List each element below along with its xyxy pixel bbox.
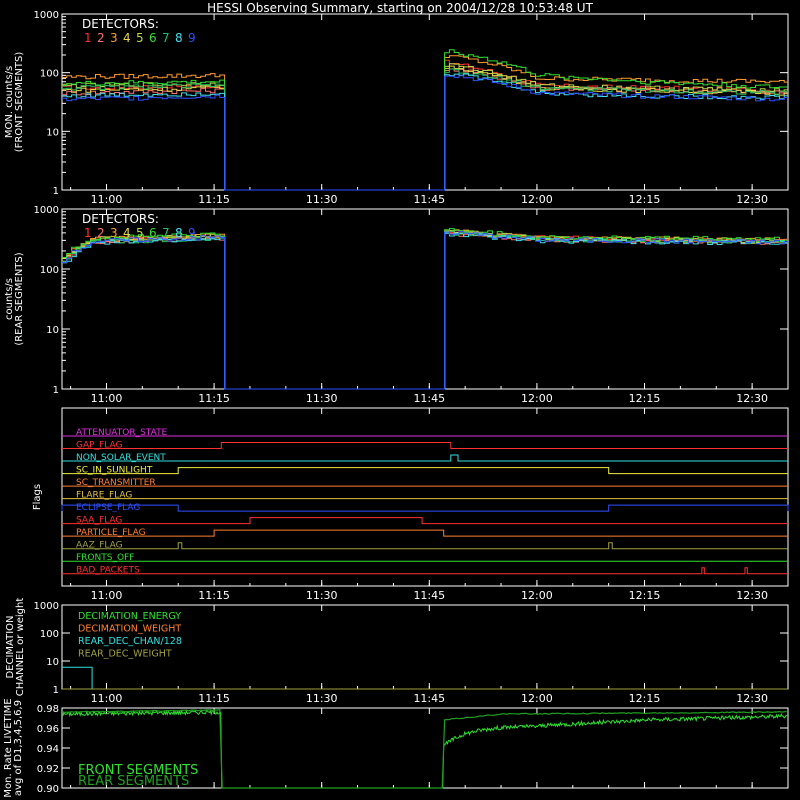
ylabel-3-0: DECIMATION (5, 615, 16, 679)
x-tick-label-3-4: 12:00 (521, 692, 553, 705)
ylabel-1-1: (REAR SEGMENTS) (14, 252, 25, 346)
y-tick-label-4-1: 0.92 (36, 764, 59, 775)
y-tick-label-0-0: 1 (52, 186, 59, 197)
flag-label-gap_flag: GAP_FLAG (76, 440, 123, 451)
y-tick-label-4-2: 0.94 (36, 744, 59, 755)
x-tick-label-0-3: 11:45 (413, 193, 446, 206)
y-tick-label-1-1: 10 (46, 325, 59, 336)
legend-4-0: FRONT SEGMENTS (78, 763, 199, 778)
legend-item-1-2: 2 (97, 226, 105, 240)
x-tick-label-3-6: 12:30 (736, 692, 768, 705)
legend-item-0-3: 3 (110, 31, 118, 45)
x-tick-label-2-1: 11:15 (198, 589, 230, 602)
y-tick-label-1-2: 100 (39, 265, 59, 276)
flag-label-flare_flag: FLARE_FLAG (76, 490, 133, 501)
ylabel-1-0: counts/s (4, 277, 15, 321)
legend-item-1-7: 7 (162, 226, 170, 240)
y-tick-label-4-3: 0.96 (36, 724, 59, 735)
x-tick-label-2-6: 12:30 (736, 589, 768, 602)
x-tick-label-3-1: 11:15 (198, 692, 230, 705)
flag-label-attenuator_state: ATTENUATOR_STATE (76, 428, 168, 438)
legend-item-0-8: 8 (175, 31, 183, 45)
x-tick-label-3-2: 11:30 (305, 692, 338, 705)
x-tick-label-1-5: 12:15 (628, 392, 661, 405)
x-tick-label-3-0: 11:00 (90, 692, 123, 705)
legend-item-0-1: 1 (84, 31, 92, 45)
legend-item-0-2: 2 (97, 31, 105, 45)
x-tick-label-1-3: 11:45 (413, 392, 446, 405)
legend-item-1-5: 5 (136, 226, 144, 240)
x-tick-label-1-6: 12:30 (736, 392, 768, 405)
x-tick-label-1-0: 11:00 (90, 392, 123, 405)
y-tick-label-4-4: 0.98 (36, 704, 59, 715)
x-tick-label-1-1: 11:15 (198, 392, 230, 405)
legend-3-3: REAR_DEC_WEIGHT (78, 648, 172, 660)
legend-item-1-8: 8 (175, 226, 183, 240)
ylabel-3-1: CHANNEL or weight (15, 597, 26, 697)
x-tick-label-3-5: 12:15 (628, 692, 661, 705)
legend-item-0-7: 7 (162, 31, 170, 45)
y-tick-label-3-2: 100 (39, 629, 59, 640)
legend-title-0: DETECTORS: (82, 17, 159, 31)
x-tick-label-0-6: 12:30 (736, 193, 768, 206)
x-tick-label-2-4: 12:00 (521, 589, 553, 602)
y-tick-label-1-3: 1000 (33, 205, 59, 216)
legend-item-0-4: 4 (123, 31, 131, 45)
y-tick-label-0-3: 1000 (33, 10, 59, 21)
x-tick-label-1-2: 11:30 (305, 392, 338, 405)
x-tick-label-2-5: 12:15 (628, 589, 661, 602)
x-tick-label-3-3: 11:45 (413, 692, 446, 705)
legend-item-0-6: 6 (149, 31, 157, 45)
ylabel-4-1: avg of D1,3,4,5,6,9 (13, 699, 24, 797)
flag-label-fronts_off: FRONTS_OFF (76, 553, 135, 564)
x-tick-label-0-1: 11:15 (198, 193, 230, 206)
y-tick-label-3-0: 1 (52, 685, 59, 696)
flag-label-aaz_flag: AAZ_FLAG (76, 540, 123, 551)
flag-label-bad_packets: BAD_PACKETS (76, 565, 140, 576)
x-tick-label-2-0: 11:00 (90, 589, 123, 602)
y-tick-label-3-3: 1000 (33, 601, 59, 612)
x-tick-label-0-4: 12:00 (521, 193, 553, 206)
legend-item-0-5: 5 (136, 31, 144, 45)
flag-label-non_solar_event: NON_SOLAR_EVENT (76, 453, 166, 464)
legend-item-1-3: 3 (110, 226, 118, 240)
ylabel-0-1: (FRONT SEGMENTS) (14, 51, 25, 153)
x-tick-label-2-2: 11:30 (305, 589, 338, 602)
x-tick-label-1-4: 12:00 (521, 392, 553, 405)
legend-3-2: REAR_DEC_CHAN/128 (78, 636, 182, 647)
legend-item-1-9: 9 (188, 226, 196, 240)
x-tick-label-0-2: 11:30 (305, 193, 338, 206)
y-tick-label-3-1: 10 (46, 657, 59, 668)
legend-title-1: DETECTORS: (82, 212, 159, 226)
legend-item-1-4: 4 (123, 226, 131, 240)
chart-title: HESSI Observing Summary, starting on 2004/12/28 10:53:48 UT (207, 1, 593, 15)
x-tick-label-2-3: 11:45 (413, 589, 446, 602)
ylabel-2-0: Flags (32, 483, 43, 511)
y-tick-label-0-2: 100 (39, 68, 59, 80)
legend-item-1-6: 6 (149, 226, 157, 240)
x-tick-label-0-0: 11:00 (90, 193, 123, 206)
flag-label-eclipse_flag: ECLIPSE_FLAG (76, 503, 141, 514)
flag-label-particle_flag: PARTICLE_FLAG (76, 528, 146, 539)
legend-3-1: DECIMATION_WEIGHT (78, 623, 182, 635)
ylabel-0-0: MON. counts/s (4, 65, 15, 139)
y-tick-label-1-0: 1 (52, 385, 59, 396)
x-tick-label-0-5: 12:15 (628, 193, 661, 206)
flag-label-sc_transmitter: SC_TRANSMITTER (76, 478, 156, 489)
y-tick-label-4-0: 0.90 (36, 784, 59, 795)
legend-item-0-9: 9 (188, 31, 196, 45)
ylabel-4-0: Mon. Rate LIVETIME (3, 698, 14, 798)
flag-label-sc_in_sunlight: SC_IN_SUNLIGHT (76, 465, 153, 476)
legend-3-0: DECIMATION_ENERGY (78, 611, 182, 622)
y-tick-label-0-1: 10 (46, 127, 59, 139)
flag-label-saa_flag: SAA_FLAG (76, 515, 123, 526)
legend-item-1-1: 1 (84, 226, 92, 240)
legend-4-1: REAR SEGMENTS (78, 774, 190, 789)
